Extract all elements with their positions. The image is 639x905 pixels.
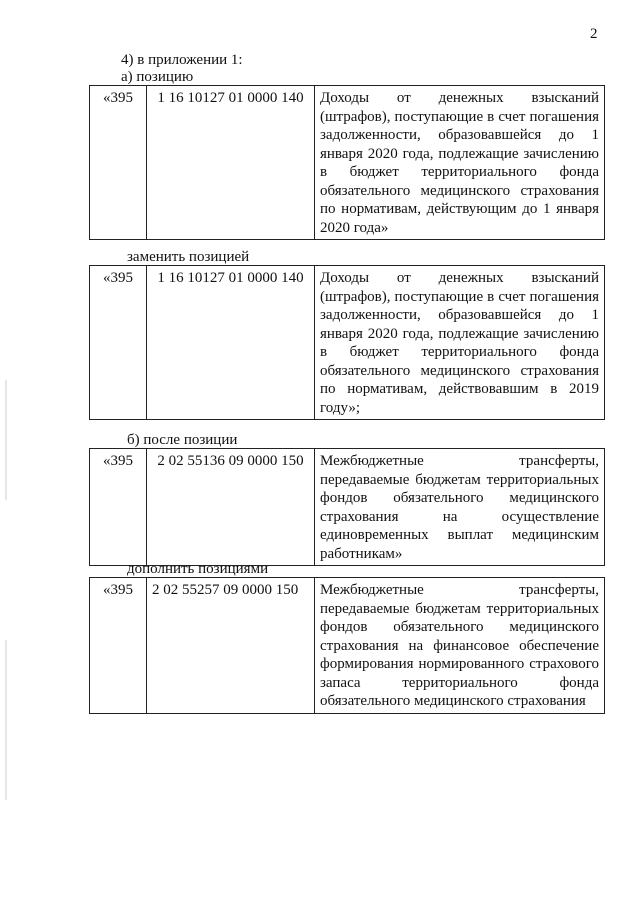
kbk-code-cell: 1 16 10127 01 0000 140 <box>147 86 315 240</box>
replace-heading: заменить позицией <box>127 249 250 265</box>
add-heading: дополнить позициями <box>127 561 269 577</box>
kbk-code-cell: 2 02 55136 09 0000 150 <box>147 449 315 566</box>
description-cell: Межбюджетные трансферты, передаваемые бюджетам территориальных фондов обязательного медицинского страхования на осуществление единовременных выплат медицинским работникам» <box>315 449 605 566</box>
scan-margin-artifact <box>5 640 7 800</box>
sub-a-heading: а) позицию <box>121 69 194 85</box>
description-cell: Доходы от денежных взысканий (штрафов), поступающие в счет погашения задолженности, образовавшейся до 1 января 2020 года, подлежащие зачислению в бюджет территориального фонда обязательного медицинского страхования по нормативам, действующим до 1 января 2020 года» <box>315 86 605 240</box>
table-row <box>90 86 605 240</box>
page-number: 2 <box>590 26 598 42</box>
admin-code-cell: «395 <box>90 86 147 240</box>
table-row <box>90 266 605 420</box>
position-table-after <box>89 448 605 566</box>
table-row <box>90 578 605 714</box>
admin-code-cell: «395 <box>90 266 147 420</box>
description-cell: Доходы от денежных взысканий (штрафов), поступающие в счет погашения задолженности, образовавшейся до 1 января 2020 года, подлежащие зачислению в бюджет территориального фонда обязательного медицинского страхования по нормативам, действовавшим в 2019 году»; <box>315 266 605 420</box>
kbk-code-cell: 1 16 10127 01 0000 140 <box>147 266 315 420</box>
position-table-replacement <box>89 265 605 420</box>
scan-margin-artifact <box>5 380 7 500</box>
item-heading: 4) в приложении 1: <box>121 52 243 68</box>
admin-code-cell: «395 <box>90 449 147 566</box>
position-table-added <box>89 577 605 714</box>
admin-code-cell: «395 <box>90 578 147 714</box>
sub-b-heading: б) после позиции <box>127 432 238 448</box>
kbk-code-cell: 2 02 55257 09 0000 150 <box>147 578 315 714</box>
position-table-original <box>89 85 605 240</box>
table-row <box>90 449 605 566</box>
description-cell: Межбюджетные трансферты, передаваемые бюджетам территориальных фондов обязательного медицинского страхования на финансовое обеспечение формирования нормированного страхового запаса территориального фонда обязательного медицинского страхования <box>315 578 605 714</box>
